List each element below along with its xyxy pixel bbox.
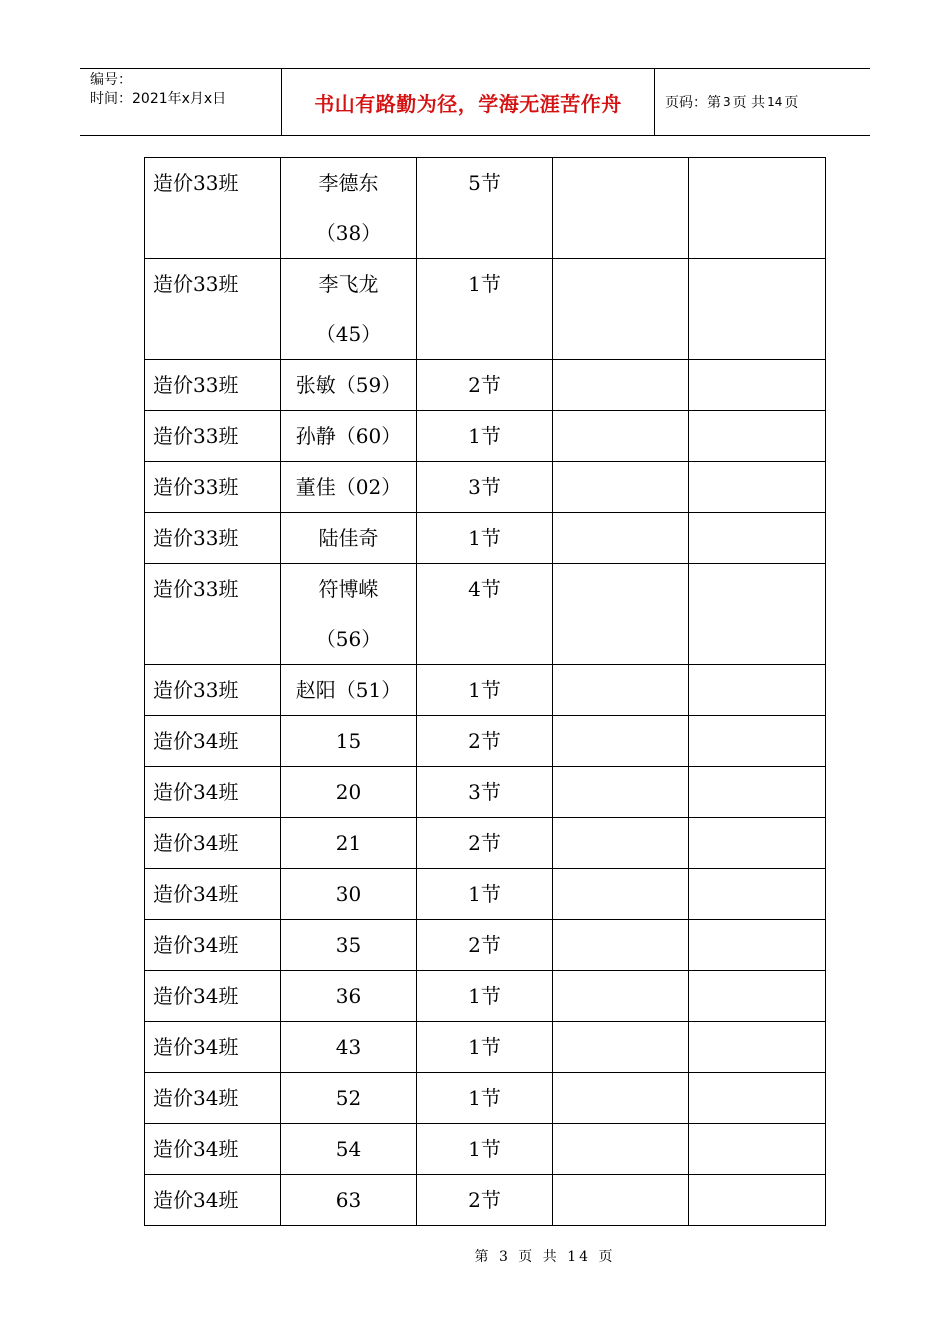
empty-cell xyxy=(553,818,689,869)
student-cell xyxy=(281,1073,417,1124)
empty-cell xyxy=(553,1175,689,1226)
table-row xyxy=(145,411,826,462)
sessions-cell: 1节 xyxy=(417,869,553,920)
student-name-line: 赵阳（51） xyxy=(295,678,402,702)
student-name-line: 63 xyxy=(335,1188,362,1212)
student-name-line: 张敏（59） xyxy=(295,373,402,397)
empty-cell xyxy=(689,259,826,360)
empty-cell xyxy=(553,1073,689,1124)
empty-cell xyxy=(689,716,826,767)
empty-cell xyxy=(553,920,689,971)
student-cell xyxy=(281,411,417,462)
empty-cell xyxy=(689,1175,826,1226)
empty-cell xyxy=(553,462,689,513)
empty-cell xyxy=(553,716,689,767)
class-cell: 造价33班 xyxy=(145,665,281,716)
student-cell xyxy=(281,767,417,818)
class-cell: 造价33班 xyxy=(145,158,281,259)
class-cell: 造价33班 xyxy=(145,462,281,513)
page-suffix: 页 xyxy=(784,95,799,111)
empty-cell xyxy=(689,360,826,411)
empty-cell xyxy=(689,462,826,513)
student-name-line: 43 xyxy=(335,1035,362,1059)
table-body xyxy=(145,158,826,1226)
class-cell: 造价34班 xyxy=(145,818,281,869)
table-row xyxy=(145,360,826,411)
student-cell xyxy=(281,360,417,411)
sessions-cell: 5节 xyxy=(417,158,553,259)
empty-cell xyxy=(553,767,689,818)
page-footer: 第 3 页 共 14 页 xyxy=(474,1249,616,1265)
page-total: 14 xyxy=(767,95,783,109)
class-cell: 造价34班 xyxy=(145,869,281,920)
class-cell: 造价34班 xyxy=(145,1022,281,1073)
empty-cell xyxy=(553,564,689,665)
empty-cell xyxy=(689,920,826,971)
student-cell xyxy=(281,716,417,767)
table-row xyxy=(145,1073,826,1124)
empty-cell xyxy=(689,513,826,564)
empty-cell xyxy=(689,1022,826,1073)
empty-cell xyxy=(553,869,689,920)
empty-cell xyxy=(689,1073,826,1124)
student-name-line: 21 xyxy=(335,831,362,855)
class-cell: 造价33班 xyxy=(145,360,281,411)
sessions-cell: 2节 xyxy=(417,716,553,767)
student-cell xyxy=(281,259,417,360)
sessions-cell: 1节 xyxy=(417,1124,553,1175)
class-cell: 造价34班 xyxy=(145,1124,281,1175)
student-name-line: 符博嵘 xyxy=(318,577,379,601)
student-name-line: （56） xyxy=(315,627,382,651)
empty-cell xyxy=(553,411,689,462)
sessions-cell: 1节 xyxy=(417,513,553,564)
student-name-line: 董佳（02） xyxy=(295,475,402,499)
page-header xyxy=(80,68,870,136)
sessions-cell: 1节 xyxy=(417,411,553,462)
table-row xyxy=(145,513,826,564)
header-meta xyxy=(80,69,282,135)
document-number-label: 编号： xyxy=(90,72,132,88)
empty-cell xyxy=(689,971,826,1022)
sessions-cell: 4节 xyxy=(417,564,553,665)
sessions-cell: 1节 xyxy=(417,665,553,716)
table-row xyxy=(145,971,826,1022)
table-row xyxy=(145,564,826,665)
table-row xyxy=(145,462,826,513)
table-row xyxy=(145,920,826,971)
attendance-table xyxy=(144,157,826,1226)
student-name-line: 35 xyxy=(335,933,362,957)
empty-cell xyxy=(553,360,689,411)
student-name-line: 52 xyxy=(335,1086,362,1110)
empty-cell xyxy=(553,158,689,259)
student-name-line: 15 xyxy=(335,729,362,753)
empty-cell xyxy=(689,158,826,259)
student-name-line: 陆佳奇 xyxy=(318,526,379,550)
student-name-line: 54 xyxy=(335,1137,362,1161)
sessions-cell: 1节 xyxy=(417,259,553,360)
empty-cell xyxy=(553,1022,689,1073)
sessions-cell: 2节 xyxy=(417,818,553,869)
student-cell xyxy=(281,665,417,716)
table-row xyxy=(145,259,826,360)
student-name-line: （45） xyxy=(315,322,382,346)
sessions-cell: 2节 xyxy=(417,920,553,971)
student-cell xyxy=(281,869,417,920)
empty-cell xyxy=(553,1124,689,1175)
student-cell xyxy=(281,1124,417,1175)
student-name-line: 36 xyxy=(335,984,362,1008)
sessions-cell: 2节 xyxy=(417,1175,553,1226)
class-cell: 造价33班 xyxy=(145,411,281,462)
empty-cell xyxy=(553,971,689,1022)
table-row xyxy=(145,1124,826,1175)
sessions-cell: 2节 xyxy=(417,360,553,411)
page-mid: 页 共 xyxy=(732,95,766,111)
student-cell xyxy=(281,564,417,665)
empty-cell xyxy=(553,513,689,564)
table-row xyxy=(145,1175,826,1226)
student-cell xyxy=(281,513,417,564)
student-name-line: （38） xyxy=(315,221,382,245)
class-cell: 造价34班 xyxy=(145,1073,281,1124)
student-cell xyxy=(281,818,417,869)
empty-cell xyxy=(689,767,826,818)
table-row xyxy=(145,869,826,920)
class-cell: 造价34班 xyxy=(145,767,281,818)
class-cell: 造价34班 xyxy=(145,1175,281,1226)
table-row xyxy=(145,1022,826,1073)
class-cell: 造价33班 xyxy=(145,513,281,564)
student-name-line: 李飞龙 xyxy=(318,272,379,296)
student-name-line: 30 xyxy=(335,882,362,906)
class-cell: 造价34班 xyxy=(145,920,281,971)
page-current: 3 xyxy=(723,95,731,109)
sessions-cell: 3节 xyxy=(417,767,553,818)
sessions-cell: 1节 xyxy=(417,971,553,1022)
class-cell: 造价33班 xyxy=(145,259,281,360)
student-name-line: 李德东 xyxy=(318,171,379,195)
class-cell: 造价33班 xyxy=(145,564,281,665)
table-row xyxy=(145,665,826,716)
empty-cell xyxy=(689,665,826,716)
sessions-cell: 3节 xyxy=(417,462,553,513)
class-cell: 造价34班 xyxy=(145,971,281,1022)
empty-cell xyxy=(553,259,689,360)
student-cell xyxy=(281,971,417,1022)
class-cell: 造价34班 xyxy=(145,716,281,767)
sessions-cell: 1节 xyxy=(417,1073,553,1124)
sessions-cell: 1节 xyxy=(417,1022,553,1073)
table-row xyxy=(145,158,826,259)
student-name-line: 20 xyxy=(335,780,362,804)
student-cell xyxy=(281,158,417,259)
student-name-line: 孙静（60） xyxy=(295,424,402,448)
empty-cell xyxy=(689,564,826,665)
table-row xyxy=(145,767,826,818)
empty-cell xyxy=(689,869,826,920)
table-row xyxy=(145,818,826,869)
page-prefix: 页码：第 xyxy=(665,95,721,111)
student-cell xyxy=(281,462,417,513)
document-time-label: 时间：2021年x月x日 xyxy=(90,91,227,107)
student-cell xyxy=(281,1022,417,1073)
table-row xyxy=(145,716,826,767)
header-page-info xyxy=(655,69,870,135)
empty-cell xyxy=(553,665,689,716)
student-cell xyxy=(281,920,417,971)
student-cell xyxy=(281,1175,417,1226)
empty-cell xyxy=(689,818,826,869)
header-motto: 书山有路勤为径，学海无涯苦作舟 xyxy=(282,69,655,135)
empty-cell xyxy=(689,1124,826,1175)
empty-cell xyxy=(689,411,826,462)
